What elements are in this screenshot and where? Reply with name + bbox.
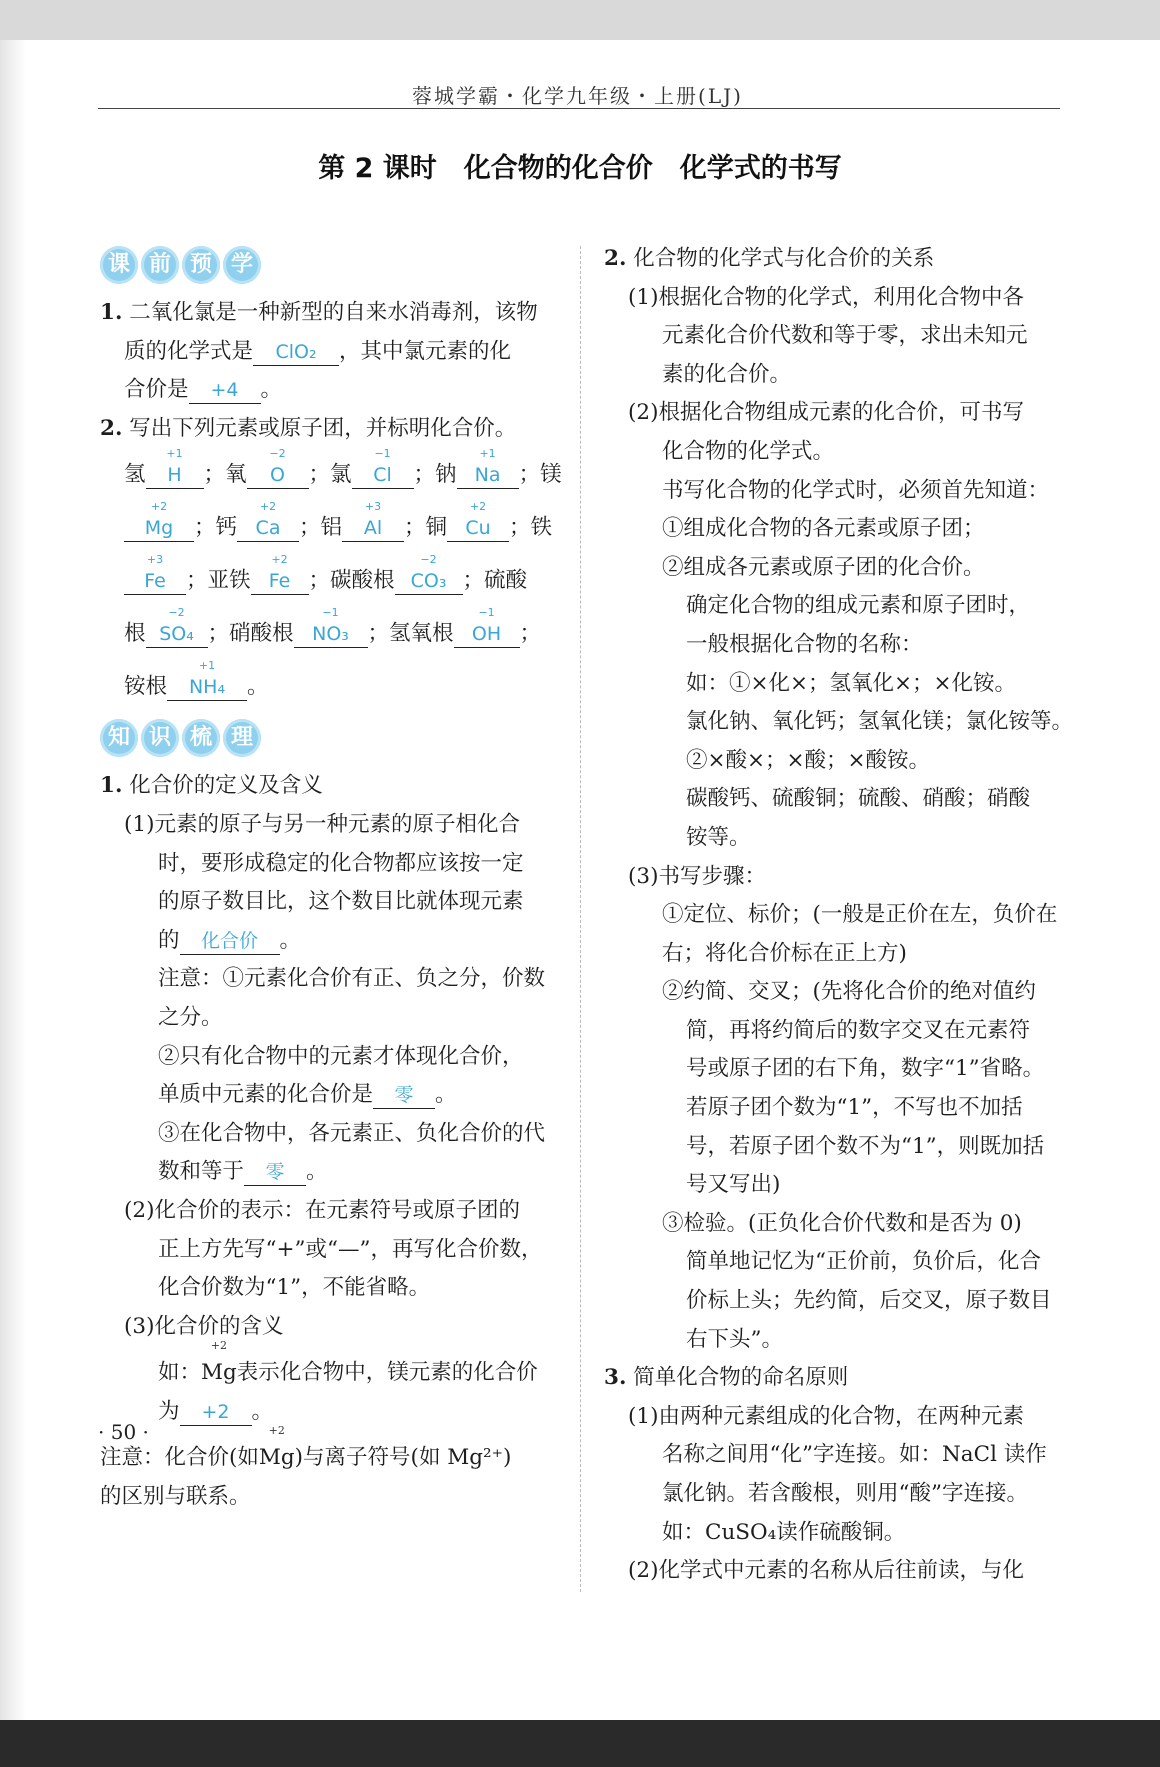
text-line: 一般根据化合物的名称：	[686, 631, 923, 657]
text-line: 的 化合价 。	[158, 927, 302, 953]
section-badge-knowledge	[100, 717, 558, 759]
valence-symbol: +2 Mg	[258, 1424, 295, 1471]
element-blank: +3 Fe	[124, 568, 186, 595]
element-blank: +3 Al	[342, 515, 404, 542]
text-line: 号，若原子团个数不为“1”，则既加括	[686, 1133, 1045, 1159]
text-line: 氯化钠。若含酸根，则用“酸”字连接。	[662, 1481, 1028, 1506]
text-line: 为 +2 。	[158, 1398, 274, 1424]
text-line: 元素化合价代数和等于零，求出未知元	[662, 323, 1028, 349]
badge-char: 识	[141, 719, 179, 757]
text-line: ①定位、标价；(一般是正价在左，负价在	[662, 902, 1058, 928]
badge-char: 理	[223, 719, 261, 757]
text-line: 如： +2 Mg表示化合物中，镁元素的化合价	[100, 1354, 558, 1393]
left-column	[100, 240, 562, 1517]
text-line: 碳酸钙、硫酸铜；硫酸、硝酸；硝酸	[686, 786, 1031, 812]
text-line: 单质中元素的化合价是 零 。	[158, 1082, 457, 1108]
text-line: 时，要形成稳定的化合物都应该按一定	[158, 850, 524, 876]
element-blank: −1 NO₃	[294, 621, 368, 648]
right-column	[604, 240, 1074, 1591]
answer-blank: 零	[244, 1159, 306, 1186]
text-line: (3)书写步骤：	[628, 863, 766, 889]
text-line: 注意：①元素化合价有正、负之分，价数	[158, 966, 546, 992]
text-line: 的原子数目比，这个数目比就体现元素	[158, 889, 524, 915]
element-row: +3 Fe ；亚铁 +2 Fe ；碳酸根 −2 CO₃ ；硫酸	[100, 554, 558, 607]
q2-prompt: 2. 写出下列元素或原子团，并标明化合价。	[100, 415, 517, 441]
text-line: (2)根据化合物组成元素的化合价，可书写	[628, 400, 1024, 426]
text-line: ②×酸×；×酸；×酸铵。	[686, 747, 931, 773]
text-line: ①组成化合物的各元素或原子团；	[662, 516, 985, 542]
text-line: 如：CuSO₄读作硫酸铜。	[662, 1519, 906, 1545]
answer-blank: +2	[180, 1399, 252, 1426]
text-line: (2)化合价的表示：在元素符号或原子团的	[124, 1197, 520, 1223]
text-line: (3)化合价的含义	[124, 1313, 284, 1339]
text-line: 价标上头；先约简，后交叉，原子数目	[686, 1288, 1052, 1314]
text-line: ②约简、交叉；(先将化合价的绝对值约	[662, 979, 1036, 1005]
text-line: 右下头”。	[686, 1326, 783, 1352]
element-blank: +1 NH₄	[167, 674, 247, 701]
element-row: 铵根 +1 NH₄ 。	[124, 659, 269, 700]
text-line: 注意：化合价(如 +2 Mg)与离子符号(如 Mg²⁺)	[100, 1439, 558, 1478]
text-line: 的区别与联系。	[100, 1484, 251, 1510]
badge-char: 学	[223, 246, 261, 284]
lesson-title: 第 2 课时 化合物的化合价 化学式的书写	[318, 153, 842, 184]
element-row: 根 −2 SO₄ ；硝酸根 −1 NO₃ ；氢氧根 −1 OH ；	[124, 606, 542, 647]
answer-blank: ClO₂	[253, 339, 339, 366]
element-blank: +1 H	[146, 462, 204, 489]
section-badge-preview	[100, 244, 558, 286]
element-blank: +2 Fe	[251, 568, 309, 595]
text-line: 号又写出)	[686, 1172, 781, 1198]
badge-char: 知	[100, 719, 138, 757]
text-line: 铵等。	[686, 824, 751, 850]
badge-char: 前	[141, 246, 179, 284]
element-blank: +2 Ca	[237, 515, 299, 542]
q1-line1: 1. 二氧化氯是一种新型的自来水消毒剂，该物	[100, 300, 538, 325]
answer-blank: 零	[373, 1082, 435, 1109]
text-line: ③检验。(正负化合价代数和是否为 0)	[662, 1210, 1022, 1236]
text-line: ②组成各元素或原子团的化合价。	[662, 554, 985, 580]
page-edge-shadow	[0, 40, 26, 1720]
page-number: · 50 ·	[98, 1420, 149, 1444]
element-blank: −1 Cl	[352, 462, 414, 489]
text-line: 确定化合物的组成元素和原子团时，	[686, 593, 1031, 619]
text-line: ②只有化合物中的元素才体现化合价，	[158, 1043, 524, 1069]
element-row: 氢 +1 H ；氧 −2 O ；氯 −1 Cl ；钠 +1 Na ；镁	[124, 447, 562, 488]
text-line: 名称之间用“化”字连接。如：NaCl 读作	[662, 1442, 1047, 1468]
valence-symbol: +2 Mg	[201, 1339, 237, 1386]
text-line: 正上方先写“+”或“—”，再写化合价数，	[158, 1236, 543, 1262]
element-blank: +2 Mg	[124, 515, 194, 542]
q1-line3: 合价是 +4 。	[124, 377, 283, 403]
text-line: 氯化钠、氧化钙；氢氧化镁；氯化铵等。	[686, 709, 1074, 735]
text-line: (1)根据化合物的化学式，利用化合物中各	[628, 284, 1024, 310]
k3-title: 3. 简单化合物的命名原则	[604, 1365, 849, 1391]
text-line: 简单地记忆为“正价前，负价后，化合	[686, 1249, 1041, 1275]
element-blank: +2 Cu	[447, 515, 509, 542]
text-line: 若原子团个数为“1”，不写也不加括	[686, 1095, 1023, 1121]
text-line: 数和等于 零 。	[158, 1159, 328, 1185]
k2-title: 2. 化合物的化学式与化合价的关系	[604, 246, 935, 271]
text-line: 素的化合价。	[662, 361, 792, 387]
element-row: +2 Mg ；钙 +2 Ca ；铝 +3 Al ；铜 +2 Cu ；铁	[100, 501, 558, 554]
text-line: 书写化合物的化学式时，必须首先知道：	[662, 477, 1050, 503]
text-line: 号或原子团的右下角，数字“1”省略。	[686, 1056, 1045, 1082]
text-line: 之分。	[158, 1004, 223, 1030]
element-blank: −2 SO₄	[146, 621, 208, 648]
badge-char: 预	[182, 246, 220, 284]
text-line: 如：①×化×；氢氧化×；×化铵。	[686, 670, 1017, 696]
element-blank: −2 O	[247, 462, 309, 489]
bottom-band	[0, 1720, 1160, 1767]
answer-blank: +4	[189, 377, 261, 404]
badge-char: 梳	[182, 719, 220, 757]
text-line: 右；将化合价标在正上方)	[662, 940, 907, 966]
text-line: 化合物的化学式。	[662, 438, 835, 464]
column-divider	[580, 246, 581, 1592]
text-line: 简，再将约简后的数字交叉在元素符	[686, 1017, 1031, 1043]
answer-blank: 化合价	[180, 928, 280, 955]
text-line: (1)元素的原子与另一种元素的原子相化合	[124, 811, 520, 837]
running-head: 蓉城学霸・化学九年级・上册(LJ)	[412, 84, 743, 108]
k1-title: 1. 化合价的定义及含义	[100, 773, 323, 799]
q1-line2: 质的化学式是 ClO₂ ，其中氯元素的化	[124, 338, 512, 364]
text-line: ③在化合物中，各元素正、负化合价的代	[158, 1120, 546, 1146]
text-line: (1)由两种元素组成的化合物，在两种元素	[628, 1403, 1024, 1429]
header-rule	[98, 108, 1060, 109]
element-blank: −1 OH	[454, 621, 520, 648]
text-line: 化合价数为“1”，不能省略。	[158, 1275, 431, 1301]
text-line: (2)化学式中元素的名称从后往前读，与化	[628, 1558, 1024, 1584]
element-blank: +1 Na	[457, 462, 519, 489]
badge-char: 课	[100, 246, 138, 284]
element-blank: −2 CO₃	[395, 568, 463, 595]
